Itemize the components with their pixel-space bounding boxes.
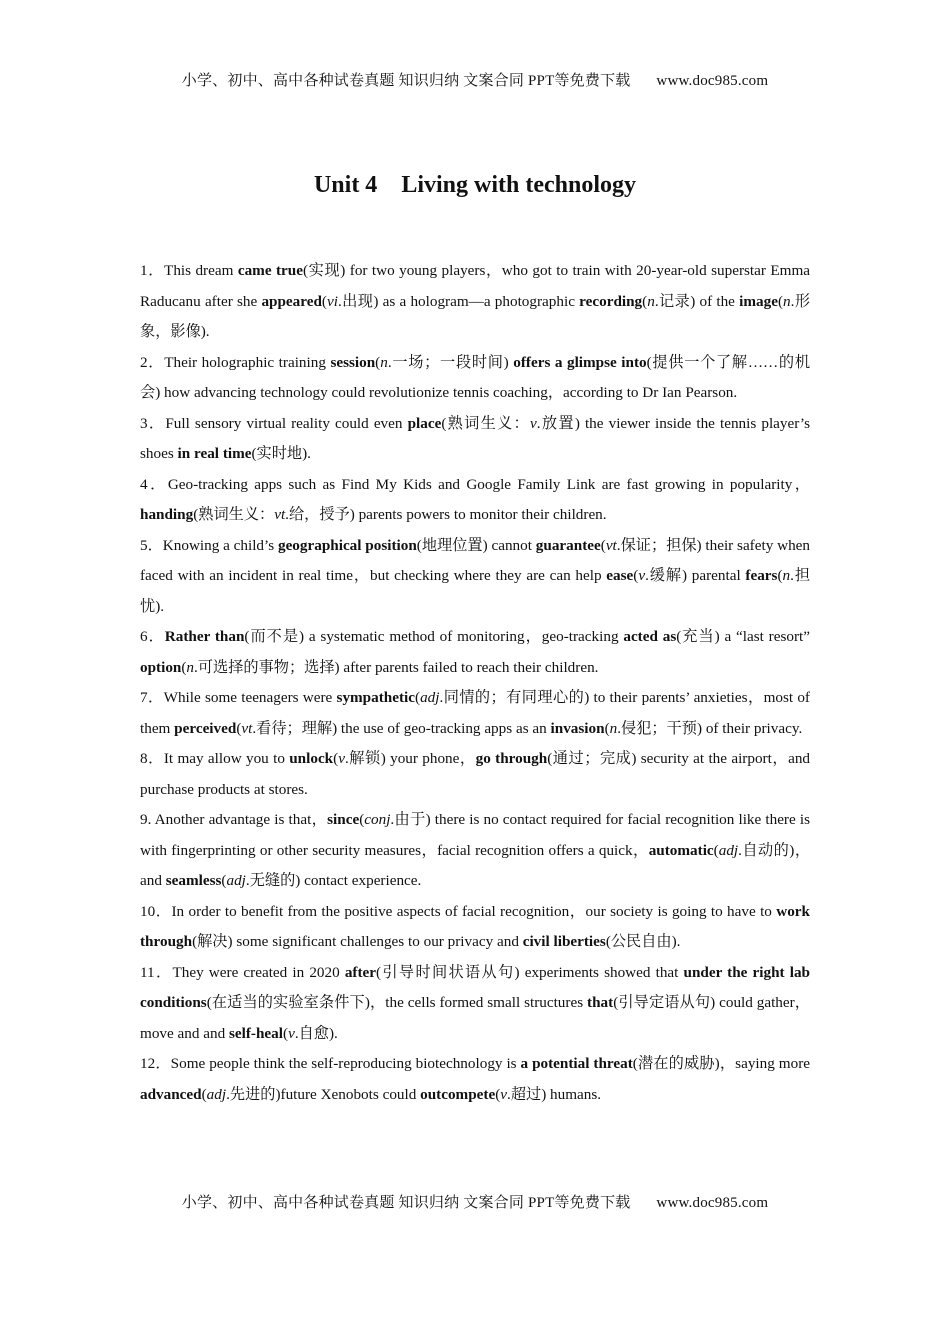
sentence-text: 3．Full sensory virtual reality could even xyxy=(140,414,408,432)
sentence-text: 可选择的事物；选择) after parents failed to reach their children. xyxy=(197,658,599,676)
sentence-text: (解决) some significant challenges to our privacy and xyxy=(192,933,523,950)
sentence-text: . xyxy=(439,689,444,706)
part-of-speech: n xyxy=(380,353,388,371)
key-phrase: since xyxy=(327,811,360,828)
key-phrase: in real time xyxy=(177,445,252,462)
key-phrase: invasion xyxy=(550,719,605,737)
sentence-text: ( xyxy=(604,719,610,737)
sentence-text: . xyxy=(790,567,794,584)
sentence-text: (通过；完成) security at the airport，and purchase products at stores. xyxy=(140,750,811,798)
part-of-speech: n xyxy=(609,719,618,737)
sentence-list xyxy=(140,256,810,1110)
sentence-item xyxy=(140,958,810,1050)
sentence-text: (潜在的威胁)，saying more xyxy=(632,1055,810,1072)
sentence-text: 出现) as a hologram—a photographic xyxy=(341,292,580,310)
key-phrase: geographical position xyxy=(277,536,417,554)
page-footer xyxy=(0,1191,950,1212)
sentence-text: (充当) a “last resort” xyxy=(676,628,810,645)
sentence-text: ( xyxy=(777,567,783,584)
sentence-text: ( xyxy=(333,750,339,767)
sentence-text: ( xyxy=(600,536,606,554)
header-url[interactable]: www.doc985.com xyxy=(656,73,769,89)
part-of-speech: adj xyxy=(718,841,739,859)
title-name: Living with technology xyxy=(401,172,637,198)
sentence-text: 先进的)future Xenobots could xyxy=(229,1085,421,1103)
part-of-speech: v xyxy=(288,1024,295,1042)
sentence-text: 自愈). xyxy=(298,1024,338,1042)
part-of-speech: vt xyxy=(274,506,286,523)
sentence-text: ( xyxy=(321,292,327,310)
sentence-item xyxy=(140,622,810,683)
sentence-text: . xyxy=(245,872,250,889)
part-of-speech: v xyxy=(500,1085,508,1103)
sentence-text: 7．While some teenagers were xyxy=(140,689,337,706)
part-of-speech: adj xyxy=(226,872,246,889)
sentence-text: 4．Geo-tracking apps such as Find My Kids and Google Family Link are fast growing in popularity， xyxy=(140,475,810,493)
sentence-item xyxy=(140,683,810,744)
sentence-item xyxy=(140,348,810,409)
sentence-text: 6． xyxy=(140,628,165,645)
key-phrase: work through xyxy=(140,902,810,950)
sentence-text: . xyxy=(337,292,342,310)
sentence-text: 由于) there is no contact required for facial recognition like there is with fingerprinting or other security measures，facial recognition offers a quick， xyxy=(140,811,810,859)
part-of-speech: adj xyxy=(420,689,440,706)
key-phrase: go through xyxy=(475,750,548,767)
part-of-speech: n xyxy=(782,567,791,584)
part-of-speech: n xyxy=(783,292,791,310)
sentence-item xyxy=(140,805,810,897)
part-of-speech: vt xyxy=(605,536,617,554)
part-of-speech: n xyxy=(186,658,195,676)
part-of-speech: n xyxy=(647,292,655,310)
sentence-text: 无缝的) contact experience. xyxy=(249,872,422,889)
key-phrase: offers a glimpse into xyxy=(513,353,647,371)
sentence-text: ( xyxy=(633,567,639,584)
part-of-speech: v xyxy=(530,414,537,432)
key-phrase: recording xyxy=(579,292,643,310)
key-phrase: Rather than xyxy=(164,628,245,645)
sentence-text: . xyxy=(294,1024,299,1042)
sentence-item xyxy=(140,531,810,623)
sentence-text: . xyxy=(387,353,392,371)
sentence-text: . xyxy=(507,1085,511,1103)
sentence-item xyxy=(140,1049,810,1110)
sentence-text: ( xyxy=(375,353,381,371)
key-phrase: appeared xyxy=(261,292,322,310)
header-text: 小学、初中、高中各种试卷真题 知识归纳 文案合同 PPT等免费下载 xyxy=(181,73,631,89)
key-phrase: under the right lab conditions xyxy=(140,963,810,1011)
key-phrase: option xyxy=(140,658,182,676)
key-phrase: image xyxy=(739,292,778,310)
key-phrase: that xyxy=(587,994,614,1011)
sentence-text: (引导时间状语从句) experiments showed that xyxy=(376,963,684,981)
sentence-text: 自动的)，and xyxy=(140,841,811,889)
sentence-text: 1．This dream xyxy=(140,262,238,279)
sentence-text: . xyxy=(645,567,649,584)
sentence-text: (引导定语从句) could gather，move and and xyxy=(140,994,810,1042)
sentence-text: (而不是) a systematic method of monitoring，geo-tracking xyxy=(244,628,624,645)
key-phrase: automatic xyxy=(648,841,714,859)
part-of-speech: v xyxy=(338,750,345,767)
sentence-text: (公民自由). xyxy=(605,933,681,950)
sentence-text: 侵犯；干预) of their privacy. xyxy=(621,719,803,737)
key-phrase: ease xyxy=(606,567,634,584)
sentence-text: ( xyxy=(495,1085,501,1103)
sentence-text: 9. Another advantage is that， xyxy=(140,811,328,828)
sentence-text: 同情的；有同理心的) to their parents’ anxieties，most of them xyxy=(140,689,810,737)
key-phrase: self-heal xyxy=(229,1024,283,1042)
sentence-text: 10．In order to benefit from the positive aspects of facial recognition，our society is going to have to xyxy=(140,902,777,920)
sentence-text: . xyxy=(226,1085,230,1103)
key-phrase: unlock xyxy=(289,750,334,767)
sentence-text: . xyxy=(738,841,742,859)
sentence-text: (地理位置) cannot xyxy=(416,536,536,554)
sentence-text: 记录) of the xyxy=(658,292,740,310)
sentence-text: (实现) for two young players，who got to train with 20-year-old superstar Emma Raducanu after she xyxy=(140,262,810,310)
page-title xyxy=(0,172,950,199)
sentence-text: 8．It may allow you to xyxy=(140,750,290,767)
key-phrase: civil liberties xyxy=(522,933,606,950)
sentence-text: ( xyxy=(201,1085,207,1103)
sentence-text: 一场；一段时间) xyxy=(391,353,514,371)
sentence-text: . xyxy=(252,719,257,737)
sentence-text: (熟词生义： xyxy=(193,506,275,523)
sentence-item xyxy=(140,470,810,531)
sentence-item xyxy=(140,744,810,805)
key-phrase: advanced xyxy=(140,1085,202,1103)
sentence-text: . xyxy=(654,292,659,310)
sentence-text: 2．Their holographic training xyxy=(140,353,331,371)
key-phrase: session xyxy=(330,353,376,371)
sentence-text: ( xyxy=(642,292,648,310)
sentence-text: . xyxy=(617,719,622,737)
key-phrase: seamless xyxy=(165,872,222,889)
sentence-text: . xyxy=(344,750,349,767)
part-of-speech: v xyxy=(638,567,646,584)
page-header xyxy=(0,69,950,90)
sentence-text: . xyxy=(194,658,198,676)
sentence-text: 5．Knowing a child’s xyxy=(140,536,278,554)
sentence-text: 11．They were created in 2020 xyxy=(140,963,345,981)
sentence-text: ( xyxy=(181,658,187,676)
key-phrase: a potential threat xyxy=(520,1055,633,1072)
part-of-speech: conj xyxy=(364,811,391,828)
sentence-text: ( xyxy=(283,1024,289,1042)
sentence-text: 12．Some people think the self-reproducing biotechnology is xyxy=(140,1055,521,1072)
sentence-text: . xyxy=(390,811,395,828)
sentence-text: ( xyxy=(415,689,421,706)
footer-text: 小学、初中、高中各种试卷真题 知识归纳 文案合同 PPT等免费下载 xyxy=(181,1195,631,1211)
key-phrase: outcompete xyxy=(420,1085,496,1103)
part-of-speech: adj xyxy=(206,1085,227,1103)
sentence-text: . xyxy=(285,506,289,523)
sentence-text: ( xyxy=(777,292,784,310)
sentence-text: 解锁) your phone， xyxy=(348,750,476,767)
key-phrase: acted as xyxy=(623,628,677,645)
sentence-text: ( xyxy=(236,719,242,737)
key-phrase: guarantee xyxy=(535,536,601,554)
sentence-text: 放置) the viewer inside the tennis player’s shoes xyxy=(140,414,811,462)
sentence-text: . xyxy=(616,536,621,554)
key-phrase: fears xyxy=(745,567,778,584)
key-phrase: place xyxy=(407,414,442,432)
sentence-item xyxy=(140,256,810,348)
sentence-text: 担忧). xyxy=(140,567,811,615)
sentence-text: ( xyxy=(359,811,365,828)
key-phrase: sympathetic xyxy=(336,689,415,706)
sentence-text: . xyxy=(790,292,795,310)
sentence-text: (在适当的实验室条件下)，the cells formed small structures xyxy=(206,994,588,1011)
sentence-item xyxy=(140,897,810,958)
part-of-speech: vt xyxy=(241,719,253,737)
sentence-text: 保证；担保) their safety when faced with an incident in real time，but checking where they are can help xyxy=(140,536,810,584)
sentence-text: 缓解) parental xyxy=(648,567,746,584)
key-phrase: came true xyxy=(237,262,303,279)
key-phrase: perceived xyxy=(174,719,237,737)
sentence-text: 形象，影像). xyxy=(140,292,811,340)
sentence-item xyxy=(140,409,810,470)
part-of-speech: vi xyxy=(326,292,338,310)
sentence-text: 超过) humans. xyxy=(510,1085,602,1103)
sentence-text: (熟词生义： xyxy=(441,414,531,432)
sentence-text: . xyxy=(536,414,541,432)
sentence-text: (实时地). xyxy=(251,445,311,462)
sentence-text: ( xyxy=(713,841,719,859)
title-unit: Unit 4 xyxy=(313,172,378,198)
key-phrase: after xyxy=(344,963,377,981)
footer-url[interactable]: www.doc985.com xyxy=(656,1195,769,1211)
sentence-text: ( xyxy=(221,872,227,889)
sentence-text: 给，授予) parents powers to monitor their children. xyxy=(288,506,607,523)
key-phrase: handing xyxy=(140,506,194,523)
sentence-text: 看待；理解) the use of geo-tracking apps as an xyxy=(256,719,551,737)
sentence-text: (提供一个了解……的机会) how advancing technology could revolutionize tennis coaching，according to Dr Ian Pearson. xyxy=(140,353,811,401)
